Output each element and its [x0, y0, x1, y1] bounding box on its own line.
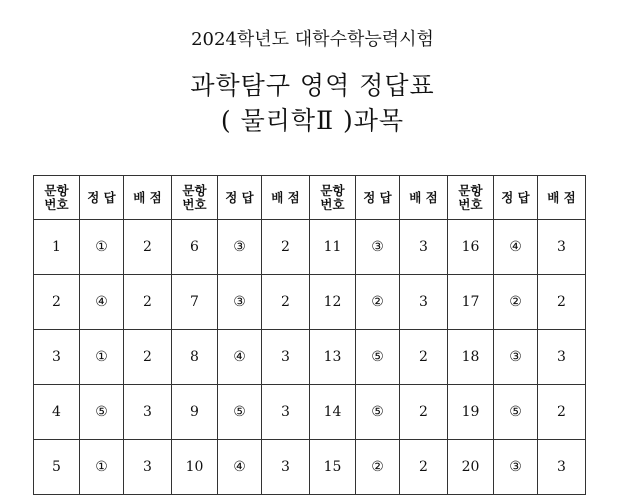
answer-cell: ①: [80, 220, 124, 275]
header-question-number: 문항 번호: [448, 176, 494, 220]
question-number: 15: [310, 440, 356, 495]
points-cell: 3: [262, 330, 310, 385]
answer-cell: ②: [494, 275, 538, 330]
table-row: [34, 220, 586, 275]
table-header-row: [34, 176, 586, 220]
answer-cell: ⑤: [494, 385, 538, 440]
points-cell: 2: [262, 275, 310, 330]
answer-cell: ③: [218, 220, 262, 275]
answer-cell: ①: [80, 330, 124, 385]
answer-cell: ⑤: [218, 385, 262, 440]
points-cell: 3: [262, 385, 310, 440]
header-points: 배 점: [400, 176, 448, 220]
header-question-number: 문항 번호: [310, 176, 356, 220]
table-row: [34, 330, 586, 385]
answer-cell: ③: [218, 275, 262, 330]
points-cell: 3: [400, 275, 448, 330]
answer-cell: ②: [356, 440, 400, 495]
points-cell: 3: [538, 220, 586, 275]
header-answer: 정 답: [356, 176, 400, 220]
question-number: 10: [172, 440, 218, 495]
question-number: 6: [172, 220, 218, 275]
question-number: 7: [172, 275, 218, 330]
answer-cell: ④: [218, 330, 262, 385]
header-question-number: 문항 번호: [172, 176, 218, 220]
question-number: 19: [448, 385, 494, 440]
question-number: 13: [310, 330, 356, 385]
answer-cell: ③: [494, 330, 538, 385]
answer-cell: ⑤: [80, 385, 124, 440]
points-cell: 3: [538, 330, 586, 385]
header-points: 배 점: [538, 176, 586, 220]
question-number: 1: [34, 220, 80, 275]
header-points: 배 점: [262, 176, 310, 220]
question-number: 4: [34, 385, 80, 440]
header-points: 배 점: [124, 176, 172, 220]
question-number: 5: [34, 440, 80, 495]
answer-cell: ④: [218, 440, 262, 495]
page-title: 과학탐구 영역 정답표: [190, 71, 435, 100]
answer-cell: ③: [494, 440, 538, 495]
exam-title: 2024학년도 대학수학능력시험: [191, 29, 434, 50]
answer-cell: ①: [80, 440, 124, 495]
question-number: 9: [172, 385, 218, 440]
points-cell: 2: [124, 275, 172, 330]
points-cell: 3: [262, 440, 310, 495]
question-number: 2: [34, 275, 80, 330]
answer-cell: ④: [80, 275, 124, 330]
answer-cell: ⑤: [356, 385, 400, 440]
points-cell: 2: [400, 440, 448, 495]
points-cell: 3: [400, 220, 448, 275]
question-number: 16: [448, 220, 494, 275]
header-answer: 정 답: [80, 176, 124, 220]
header-answer: 정 답: [218, 176, 262, 220]
question-number: 20: [448, 440, 494, 495]
points-cell: 2: [262, 220, 310, 275]
answer-table: [33, 175, 586, 495]
question-number: 12: [310, 275, 356, 330]
points-cell: 3: [124, 385, 172, 440]
points-cell: 2: [538, 275, 586, 330]
question-number: 17: [448, 275, 494, 330]
subject-name: ( 물리학Ⅱ )과목: [220, 106, 405, 135]
points-cell: 2: [400, 385, 448, 440]
points-cell: 2: [400, 330, 448, 385]
table-row: [34, 385, 586, 440]
header-answer: 정 답: [494, 176, 538, 220]
answer-cell: ②: [356, 275, 400, 330]
question-number: 14: [310, 385, 356, 440]
question-number: 3: [34, 330, 80, 385]
question-number: 8: [172, 330, 218, 385]
points-cell: 3: [124, 440, 172, 495]
question-number: 11: [310, 220, 356, 275]
answer-cell: ④: [494, 220, 538, 275]
table-row: [34, 440, 586, 495]
points-cell: 2: [124, 330, 172, 385]
table-row: [34, 275, 586, 330]
points-cell: 2: [124, 220, 172, 275]
question-number: 18: [448, 330, 494, 385]
header-question-number: 문항 번호: [34, 176, 80, 220]
points-cell: 3: [538, 440, 586, 495]
answer-cell: ⑤: [356, 330, 400, 385]
points-cell: 2: [538, 385, 586, 440]
answer-cell: ③: [356, 220, 400, 275]
